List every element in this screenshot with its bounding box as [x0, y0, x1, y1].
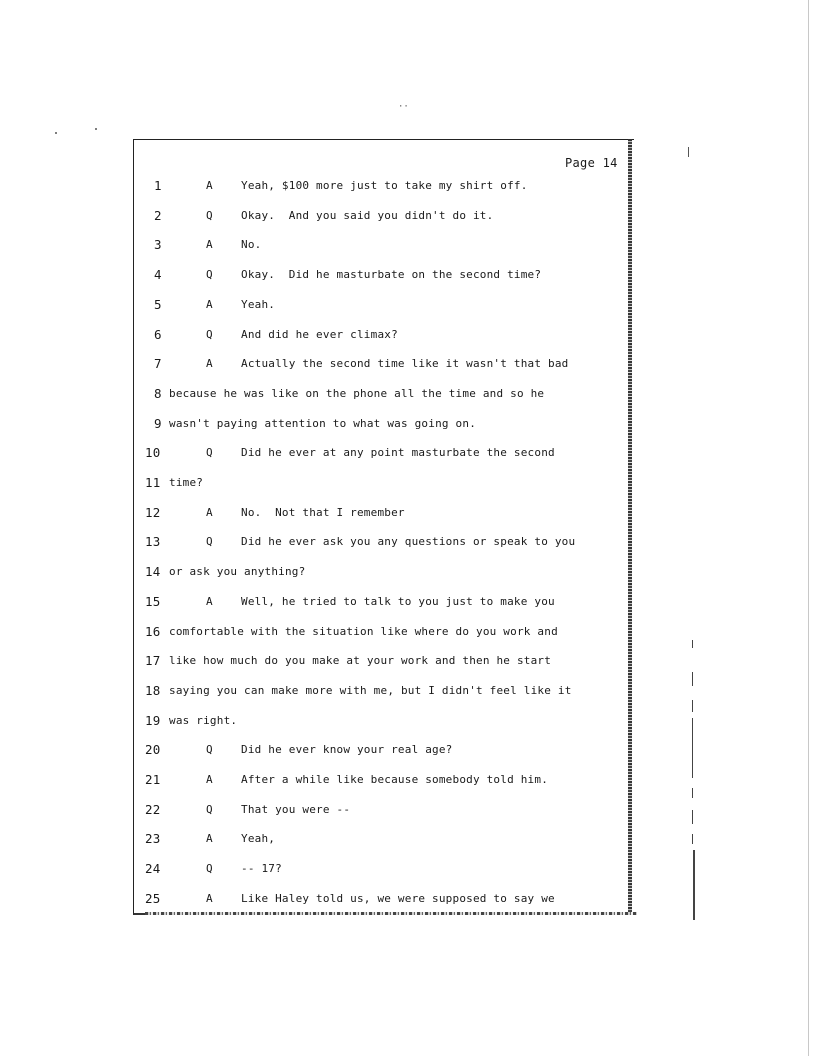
line-number: 16 [145, 623, 161, 639]
speaker-label: Q [206, 268, 213, 282]
transcript-line [145, 416, 625, 432]
transcript-line [145, 653, 625, 669]
line-text: And did he ever climax? [241, 327, 398, 341]
speaker-label: Q [206, 208, 213, 222]
line-text: Yeah, [241, 832, 276, 846]
line-number: 17 [145, 653, 161, 669]
speaker-label: A [206, 297, 213, 311]
speaker-label: Q [206, 743, 213, 757]
line-number: 19 [145, 712, 161, 728]
scan-artifact: ·· [398, 102, 409, 112]
line-text: or ask you anything? [169, 565, 306, 579]
line-number: 15 [145, 593, 161, 609]
line-text: Did he ever ask you any questions or speak to you [241, 535, 576, 549]
line-number: 7 [154, 356, 162, 372]
transcript-line [145, 534, 625, 550]
speaker-label: A [206, 773, 213, 786]
line-text: Well, he tried to talk to you just to make you [241, 594, 555, 608]
line-number: 9 [154, 415, 162, 431]
line-number: 22 [145, 801, 161, 817]
speaker-label: A [206, 594, 213, 608]
transcript-line [145, 861, 625, 877]
line-text: like how much do you make at your work and then he start [169, 654, 552, 668]
line-number: 1 [154, 178, 162, 193]
transcript-line [145, 386, 625, 402]
speaker-label: A [206, 238, 213, 252]
line-number: 18 [145, 682, 161, 698]
transcript-line [145, 802, 625, 818]
line-text: Like Haley told us, we were supposed to say we [241, 891, 555, 905]
line-text: Okay. And you said you didn't do it. [241, 208, 494, 222]
line-number: 12 [145, 504, 161, 520]
scan-margin-marks [690, 640, 696, 920]
transcript-line [145, 594, 625, 610]
transcript-frame-bottom-edge [145, 912, 637, 915]
line-number: 14 [145, 564, 161, 580]
line-text: Did he ever know your real age? [241, 743, 453, 757]
line-text: No. [241, 238, 262, 252]
transcript-line [145, 356, 625, 372]
transcript-line [145, 445, 625, 461]
transcript-line [145, 713, 625, 729]
line-text: because he was like on the phone all the time and so he [169, 386, 545, 400]
line-number: 2 [154, 207, 162, 223]
line-text: Yeah. [241, 297, 276, 311]
speaker-label: A [206, 357, 213, 371]
transcript-line [145, 178, 625, 194]
transcript-line [145, 237, 625, 253]
speaker-label: Q [206, 862, 213, 876]
transcript-line [145, 475, 625, 491]
line-text: No. Not that I remember [241, 505, 405, 519]
transcript-line [145, 267, 625, 283]
line-text: time? [169, 476, 204, 489]
line-number: 8 [154, 385, 162, 401]
transcript-line [145, 327, 625, 343]
line-text: That you were -- [241, 802, 351, 816]
line-number: 20 [145, 742, 161, 758]
line-text: Okay. Did he masturbate on the second time? [241, 268, 542, 282]
speaker-label: Q [206, 802, 213, 816]
transcript-line [145, 831, 625, 847]
line-number: 11 [145, 475, 161, 490]
line-text: After a while like because somebody told him. [241, 773, 549, 786]
line-text: saying you can make more with me, but I didn't feel like it [169, 683, 572, 697]
line-text: Actually the second time like it wasn't that bad [241, 357, 569, 371]
line-text: Yeah, $100 more just to take my shirt off. [241, 179, 528, 192]
line-number: 13 [145, 534, 161, 550]
line-text: -- 17? [241, 862, 282, 876]
speaker-label: Q [206, 446, 213, 460]
line-text: comfortable with the situation like where do you work and [169, 624, 558, 638]
page-edge [808, 0, 809, 1056]
line-text: Did he ever at any point masturbate the second [241, 446, 555, 460]
scan-speck [688, 147, 689, 157]
line-number: 5 [154, 296, 162, 312]
transcript-line [145, 624, 625, 640]
line-number: 21 [145, 772, 161, 787]
scan-speck [55, 132, 57, 134]
line-text: wasn't paying attention to what was going on. [169, 416, 477, 430]
speaker-label: A [206, 505, 213, 519]
line-number: 10 [145, 445, 161, 461]
transcript-line [145, 772, 625, 788]
transcript-line [145, 891, 625, 907]
line-number: 24 [145, 861, 161, 877]
transcript-line [145, 683, 625, 699]
speaker-label: A [206, 179, 213, 192]
transcript-frame-right-edge [628, 139, 632, 914]
line-number: 3 [154, 237, 162, 253]
transcript-line [145, 564, 625, 580]
speaker-label: A [206, 832, 213, 846]
page-number: Page 14 [565, 156, 618, 170]
line-number: 23 [145, 831, 161, 847]
transcript-frame [133, 139, 634, 915]
line-text: was right. [169, 713, 238, 727]
transcript-line [145, 208, 625, 224]
transcript-line [145, 505, 625, 521]
speaker-label: A [206, 891, 213, 905]
line-number: 4 [154, 267, 162, 283]
line-number: 25 [145, 890, 161, 906]
speaker-label: Q [206, 327, 213, 341]
scan-speck [95, 128, 97, 130]
speaker-label: Q [206, 535, 213, 549]
transcript-line [145, 742, 625, 758]
line-number: 6 [154, 326, 162, 342]
transcript-line [145, 297, 625, 313]
